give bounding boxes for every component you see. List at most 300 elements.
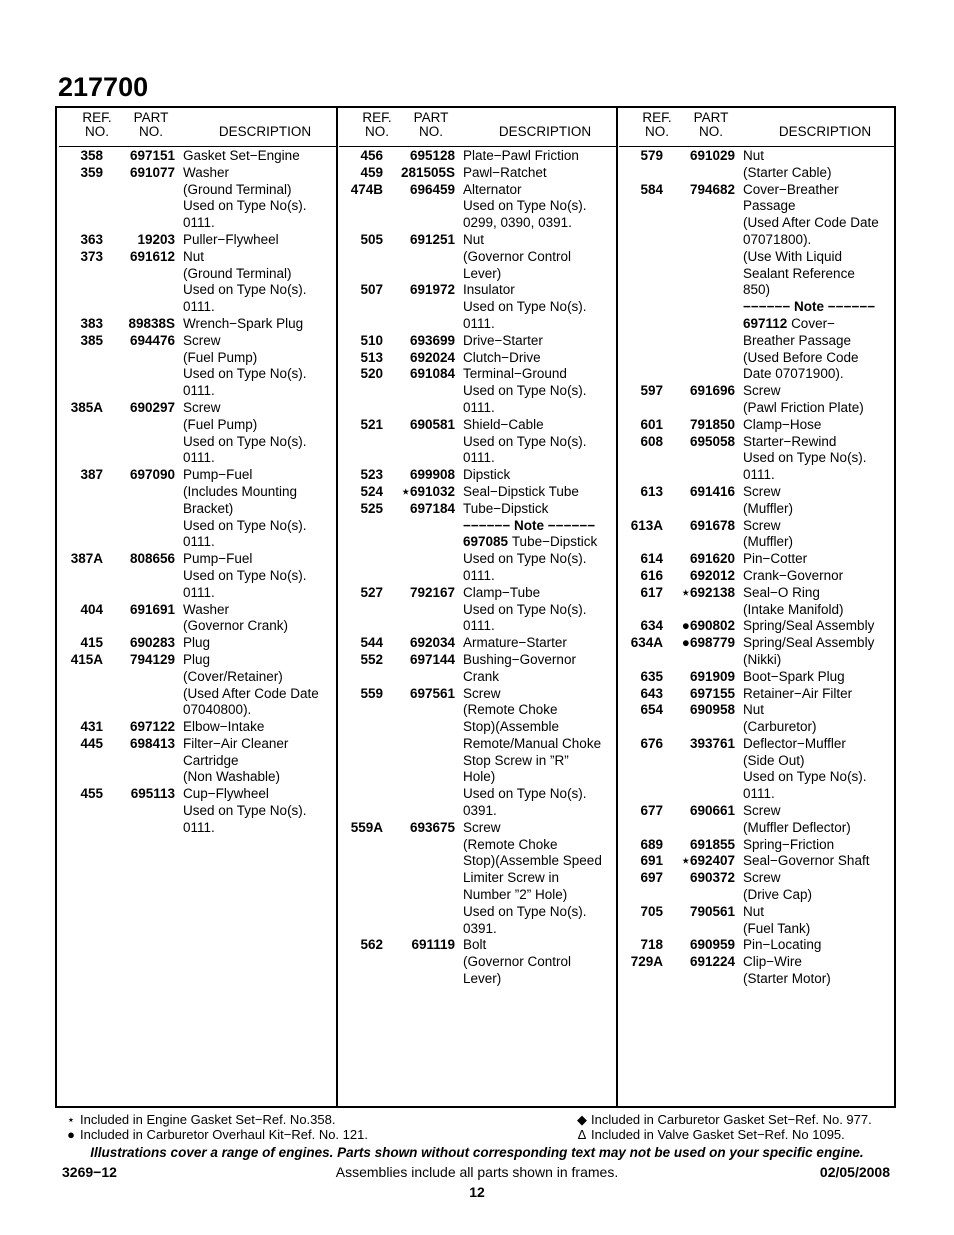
ref-number [57,669,103,686]
part-number [383,383,455,400]
ref-number: 616 [640,567,663,583]
ref-number: 643 [640,685,663,701]
table-row [617,568,879,585]
table-row [617,921,879,938]
description: Hole) [463,769,496,785]
part-number [663,366,735,383]
ref-number: 608 [640,433,663,449]
description: Clamp−Tube [463,584,541,600]
table-row [57,182,319,199]
description: Spring/Seal Assembly [743,618,875,634]
description: Boot−Spark Plug [743,668,845,684]
part-number [383,434,455,451]
table-row [57,198,319,215]
part-number: 690581 [409,416,455,432]
table-row [617,316,879,333]
part-number [663,467,735,484]
table-row [337,753,602,770]
header-ref: REF. NO. [362,110,392,139]
table-row [337,400,602,417]
table-row [57,400,319,417]
description: 0111. [463,567,495,583]
description: Stop Screw in ”R” [463,752,569,768]
ref-number: 359 [80,164,103,180]
description: Passage [743,198,796,214]
description: (Muffler) [743,500,794,516]
table-row [57,148,319,165]
ref-number [617,333,663,350]
table-row [337,954,602,971]
description: Breather Passage [743,332,852,348]
part-number [663,333,735,350]
table-row [617,686,879,703]
header-description: DESCRIPTION [778,124,872,139]
description: (Muffler) [743,534,794,550]
part-number [383,316,455,333]
table-row [337,501,602,518]
table-row [337,937,602,954]
ref-number: 510 [360,332,383,348]
table-row [337,434,602,451]
table-row [617,753,879,770]
ref-number [337,954,383,971]
description: 0111. [183,383,215,399]
description: Used on Type No(s). [183,433,307,449]
ref-number [337,803,383,820]
ref-number [617,366,663,383]
ref-number [617,316,663,333]
part-number [383,518,455,535]
description: Used on Type No(s). [743,769,867,785]
table-row [57,165,319,182]
part-number [383,887,455,904]
table-row [617,249,879,266]
description: 0391. [463,920,497,936]
ref-number [617,501,663,518]
header-description: DESCRIPTION [498,124,592,139]
ref-number: 520 [360,366,383,382]
table-row [57,753,319,770]
table-row [617,937,879,954]
table-row [617,534,879,551]
ref-number [57,383,103,400]
ref-number [57,585,103,602]
description: Used on Type No(s). [463,299,587,315]
ref-number [337,904,383,921]
part-number: ⋆691032 [401,483,455,499]
table-row [57,618,319,635]
table-row [57,551,319,568]
ref-number: 387 [80,467,103,483]
table-row [337,165,602,182]
table-row [337,719,602,736]
description: Clutch−Drive [463,349,541,365]
part-number [663,887,735,904]
table-row [57,635,319,652]
ref-number: 387A [70,551,103,567]
part-number [383,534,455,551]
table-row [337,534,602,551]
description: (Ground Terminal) [183,265,292,281]
table-row [337,215,602,232]
part-number [103,198,175,215]
description: Used on Type No(s). [463,198,587,214]
ref-number [617,299,663,316]
description: Plug [183,651,211,667]
ref-number: 579 [640,148,663,163]
delta-icon: ∆ [578,1127,586,1142]
part-number [103,366,175,383]
table-row [337,803,602,820]
header-ref: REF. NO. [642,110,672,139]
ref-number: 505 [360,231,383,247]
ref-number: 635 [640,668,663,684]
part-number: 697122 [129,719,175,735]
part-number: 790561 [689,903,735,919]
part-number [103,484,175,501]
table-row [617,971,879,988]
table-row [57,820,319,837]
ref-number [57,501,103,518]
part-number: 791850 [689,416,735,432]
ref-number [337,434,383,451]
description: 0111. [183,534,215,550]
ref-number [337,887,383,904]
description: (Pawl Friction Plate) [743,399,864,415]
table-row [57,215,319,232]
table-row [617,635,879,652]
description: (Use With Liquid [743,248,843,264]
ref-number [57,518,103,535]
description: Crank [463,668,500,684]
description: Retainer−Air Filter [743,685,853,701]
table-row [337,904,602,921]
table-row [337,417,602,434]
table-row [617,518,879,535]
dot-icon: ● [67,1127,75,1142]
description: Tube−Dipstick [463,500,549,516]
description: Used on Type No(s). [183,366,307,382]
part-number [383,702,455,719]
table-row [337,148,602,165]
part-number [383,198,455,215]
description: Screw [743,870,781,886]
table-row [57,702,319,719]
ref-number [337,266,383,283]
part-number [383,450,455,467]
description: (Used After Code Date [183,685,319,701]
ref-number [617,266,663,283]
table-row [617,904,879,921]
ref-number: 415 [80,635,103,651]
description: Used on Type No(s). [183,803,307,819]
description: Nut [743,148,765,163]
table-row [617,266,879,283]
ref-number [57,299,103,316]
part-number: 691678 [689,517,735,533]
part-number [663,350,735,367]
part-number [383,837,455,854]
table-row [57,266,319,283]
table-row [337,299,602,316]
description: Gasket Set−Engine [183,148,300,163]
ref-number [337,870,383,887]
description: Screw [743,483,781,499]
ref-number: 524 [360,483,383,499]
description: Deflector−Muffler [743,735,846,751]
header-part: PART NO. [693,110,729,139]
part-number [103,702,175,719]
description: Spring/Seal Assembly [743,635,875,651]
description: 0111. [183,450,215,466]
ref-number: 729A [630,954,663,970]
part-number [103,518,175,535]
description: (Side Out) [743,752,805,768]
part-number [663,786,735,803]
part-number [103,182,175,199]
table-row [617,618,879,635]
ref-number [57,702,103,719]
table-row [617,383,879,400]
description: Shield−Cable [463,416,544,432]
part-number: 691084 [409,366,455,382]
table-row [337,585,602,602]
table-row [617,853,879,870]
ref-number [617,249,663,266]
table-row [57,786,319,803]
description: 0111. [183,299,215,315]
description: 0111. [463,315,495,331]
description: 0111. [183,215,215,231]
ref-number: 513 [360,349,383,365]
ref-number [617,887,663,904]
part-number [383,551,455,568]
footnote-dot: ● Included in Carburetor Overhaul Kit−Ref. No. 121. [62,1127,368,1142]
ref-number: 544 [360,635,383,651]
part-number [383,803,455,820]
part-number: 691691 [129,601,175,617]
part-number [103,769,175,786]
ref-number: 358 [80,148,103,163]
description: 0111. [183,584,215,600]
ref-number: 559 [360,685,383,701]
table-row [337,182,602,199]
description: Number ”2” Hole) [463,887,568,903]
description: (Carburetor) [743,719,817,735]
table-row [337,853,602,870]
part-number [103,669,175,686]
part-number: 695113 [130,786,175,802]
part-number: 697155 [689,685,735,701]
ref-number: 613A [630,517,663,533]
ref-number [617,534,663,551]
part-number: 693675 [409,819,455,835]
description: Plate−Pawl Friction [463,148,579,163]
ref-number: 718 [640,937,663,953]
description: Alternator [463,181,522,197]
part-number [663,971,735,988]
table-row [57,518,319,535]
ref-number: 691 [640,853,663,869]
ref-number [57,803,103,820]
table-row [337,484,602,501]
ref-number [617,652,663,669]
table-row [337,686,602,703]
ref-number [617,282,663,299]
description: 697112 Cover− [743,315,835,331]
description: Crank−Governor [743,567,844,583]
description: (Muffler Deflector) [743,819,851,835]
header-rule [339,146,616,147]
ref-number: 559A [350,819,383,835]
part-number [103,686,175,703]
table-row [617,232,879,249]
table-row [57,299,319,316]
description: Clamp−Hose [743,416,822,432]
ref-number [57,198,103,215]
ref-number: 455 [80,786,103,802]
description: Stop)(Assemble [463,719,560,735]
part-number: 690661 [689,803,735,819]
ref-number: 525 [360,500,383,516]
description: Bushing−Governor [463,651,576,667]
table-row [617,736,879,753]
ref-number [617,719,663,736]
description: Seal−Governor Shaft [743,853,870,869]
part-number: 808656 [129,551,175,567]
ref-number [57,686,103,703]
table-row [337,282,602,299]
table-row [617,333,879,350]
ref-number [57,266,103,283]
table-row [337,232,602,249]
ref-number [617,786,663,803]
ref-number [337,719,383,736]
table-row [337,568,602,585]
footnote-star: ⋆ Included in Engine Gasket Set−Ref. No.358. [62,1112,335,1127]
part-number [103,820,175,837]
part-number [103,568,175,585]
table-row [57,333,319,350]
ref-number [337,971,383,988]
part-number [103,501,175,518]
part-number [663,719,735,736]
page-number: 12 [469,1184,485,1200]
ref-number: 634 [640,618,663,634]
description: 850) [743,282,771,298]
ref-number: 562 [360,937,383,953]
description: −−−−−− Note −−−−−− [463,517,596,533]
part-number: 691612 [129,248,175,264]
ref-number [337,618,383,635]
star-icon: ⋆ [681,584,690,600]
description: (Intake Manifold) [743,601,844,617]
description: 0111. [743,467,775,483]
ref-number [57,182,103,199]
table-row [337,837,602,854]
description: Pin−Cotter [743,551,808,567]
description: Screw [743,803,781,819]
table-row [337,786,602,803]
table-row [617,786,879,803]
description: Screw [743,517,781,533]
ref-number [617,769,663,786]
part-number [663,400,735,417]
part-number [383,954,455,971]
part-number [663,753,735,770]
part-number [383,736,455,753]
description: Used on Type No(s). [183,567,307,583]
description: Cartridge [183,752,239,768]
table-row [337,971,602,988]
ref-number [617,467,663,484]
table-row [337,669,602,686]
description: Screw [463,819,501,835]
part-number [103,753,175,770]
description: 0111. [463,399,495,415]
part-number: ●690802 [681,618,735,634]
part-number [663,501,735,518]
part-number [103,299,175,316]
ref-number: 654 [640,702,663,718]
table-row [617,350,879,367]
part-number: 690959 [689,937,735,953]
disclaimer: Illustrations cover a range of engines. Parts shown without corresponding text may not be used on your specific engine. [90,1145,864,1160]
part-number: 691251 [409,231,455,247]
ref-number [337,450,383,467]
table-row [337,618,602,635]
part-number: 692024 [409,349,455,365]
ref-number [57,417,103,434]
description: (Remote Choke [463,702,558,718]
table-row [617,484,879,501]
table-row [337,450,602,467]
description: (Used Before Code [743,349,859,365]
table-row [57,417,319,434]
ref-number [337,853,383,870]
header-rule [59,146,336,147]
part-number [663,215,735,232]
part-number: 695128 [409,148,455,163]
table-row [57,383,319,400]
description: 0111. [463,618,495,634]
table-row [617,400,879,417]
table-row [57,652,319,669]
table-row [57,249,319,266]
description: (Governor Control [463,954,572,970]
header-part: PART NO. [413,110,449,139]
part-number [663,602,735,619]
parts-table [55,106,896,1108]
part-number [103,383,175,400]
description: 0111. [183,819,215,835]
ref-number: 363 [80,231,103,247]
ref-number [57,618,103,635]
description: Filter−Air Cleaner [183,735,289,751]
part-number [663,769,735,786]
part-number [103,350,175,367]
header-rule [619,146,894,147]
part-number [663,652,735,669]
description: (Fuel Tank) [743,920,811,936]
part-number [383,602,455,619]
ref-number [57,484,103,501]
description: (Includes Mounting [183,483,298,499]
dot-icon: ● [681,618,690,634]
table-row [57,669,319,686]
ref-number: 613 [640,483,663,499]
description: Lever) [463,265,502,281]
